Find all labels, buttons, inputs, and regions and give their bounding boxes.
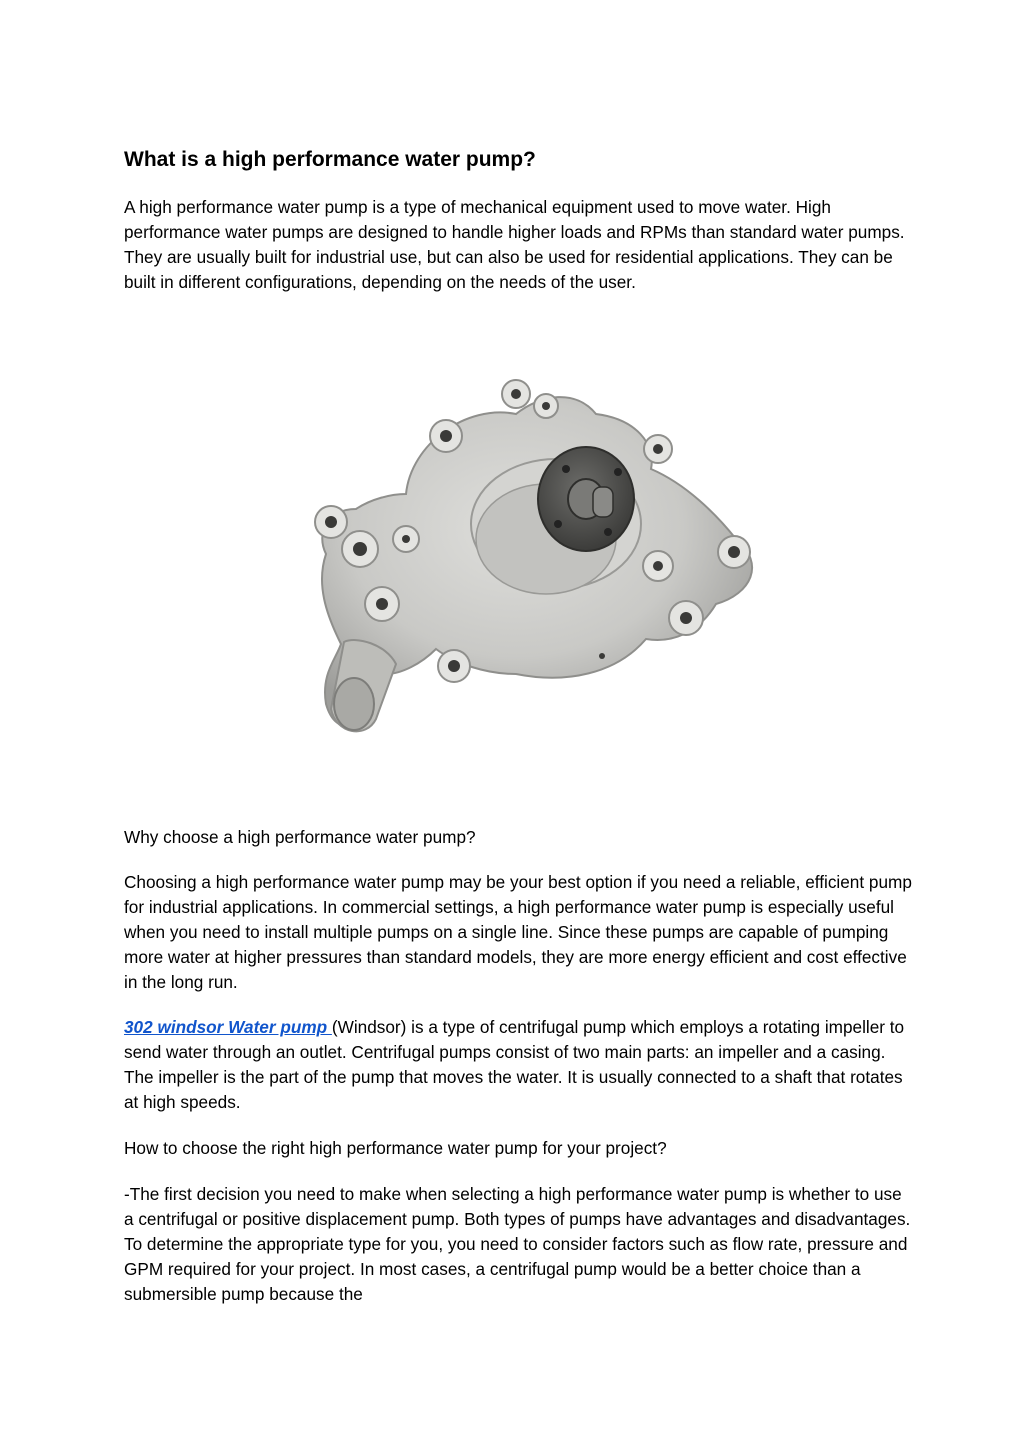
water-pump-photo [296,374,762,740]
pump-shaft [593,487,613,517]
first-decision-paragraph: -The first decision you need to make when selecting a high performance water pump is whether to use a centrifugal or positive displacement pump. Both types of pumps have advantages and disadvantages. To determine the appropriate type for you, you need to consider factors such as flow rate, pressure and GPM required for your project. In most cases, a centrifugal pump would be a better choice than a submersible pump because the [124,1184,911,1304]
windsor-paragraph [124,1015,914,1115]
outlet-opening [334,678,374,730]
why-choose-heading: Why choose a high performance water pump? [124,827,476,847]
choosing-paragraph: Choosing a high performance water pump may be your best option if you need a reliable, efficient pump for industrial applications. In commercial settings, a high performance water pump is especially useful when you need to install multiple pumps on a single line. Since these pumps are capable of pumping more water at higher pressures than standard models, they are more energy efficient and cost effective in the long run. [124,872,912,992]
page-title: What is a high performance water pump? [124,148,536,171]
water-pump-image [296,374,762,740]
intro-paragraph: A high performance water pump is a type of mechanical equipment used to move water. High performance water pumps are designed to handle higher loads and RPMs than standard water pumps. They are usually built for industrial use, but can also be used for residential applications. They can be built in different configurations, depending on the needs of the user. [124,197,905,292]
windsor-water-pump-link[interactable]: 302 windsor Water pump [124,1017,332,1037]
windsor-paragraph-text: (Windsor) is a type of centrifugal pump which employs a rotating impeller to send water through an outlet. Centrifugal pumps consist of two main parts: an impeller and a casing. The impeller is the part of the pump that moves the water. It is usually connected to a shaft that rotates at high speeds. [124,1017,905,1112]
how-to-choose-heading: How to choose the right high performance water pump for your project? [124,1138,667,1158]
